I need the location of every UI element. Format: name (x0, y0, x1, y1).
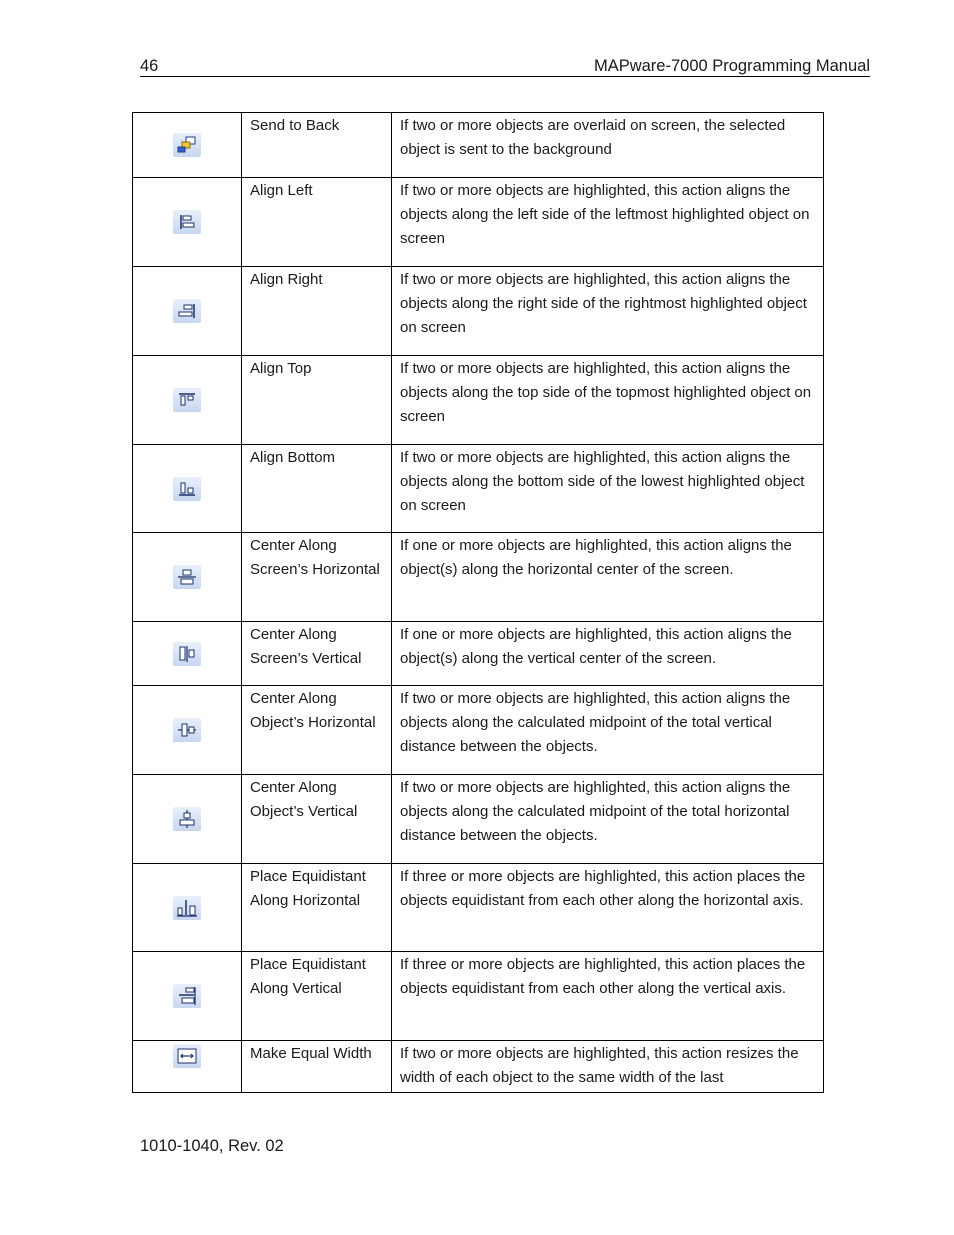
command-description: If two or more objects are highlighted, this action aligns the objects along the calculated midpoint of the total vertical distance between the objects. (392, 686, 824, 775)
command-name: Align Bottom (242, 445, 392, 533)
align-right-icon (173, 299, 201, 323)
command-name: Send to Back (242, 113, 392, 178)
table-row (133, 864, 824, 952)
manual-title: MAPware-7000 Programming Manual (593, 57, 870, 75)
table-row (133, 775, 824, 864)
table-row (133, 356, 824, 445)
center-object-horizontal-icon (173, 718, 201, 742)
command-name: Center Along Object’s Horizontal (242, 686, 392, 775)
command-description: If two or more objects are highlighted, this action aligns the objects along the right side of the rightmost highlighted object on screen (392, 267, 824, 356)
command-name: Place Equidistant Along Horizontal (242, 864, 392, 952)
command-description: If two or more objects are highlighted, this action aligns the objects along the left side of the leftmost highlighted object on screen (392, 178, 824, 267)
center-object-vertical-icon (173, 807, 201, 831)
table-row (133, 267, 824, 356)
command-name: Center Along Screen’s Horizontal (242, 533, 392, 622)
command-description: If three or more objects are highlighted, this action places the objects equidistant from each other along the vertical axis. (392, 952, 824, 1041)
align-top-icon (173, 388, 201, 412)
center-screen-horizontal-icon (173, 565, 201, 589)
page-header (140, 56, 870, 77)
command-description: If two or more objects are highlighted, this action aligns the objects along the bottom side of the lowest highlighted object on screen (392, 445, 824, 533)
align-left-icon (173, 210, 201, 234)
command-name: Center Along Screen’s Vertical (242, 622, 392, 686)
command-description: If three or more objects are highlighted, this action places the objects equidistant from each other along the horizontal axis. (392, 864, 824, 952)
command-description: If two or more objects are overlaid on screen, the selected object is sent to the background (392, 113, 824, 178)
send-to-back-icon (173, 133, 201, 157)
table-row (133, 1041, 824, 1093)
command-description: If two or more objects are highlighted, this action resizes the width of each object to the same width of the last (392, 1041, 824, 1093)
page-number: 46 (140, 57, 159, 75)
table-row (133, 113, 824, 178)
equidistant-horizontal-icon (173, 896, 201, 920)
table-row (133, 686, 824, 775)
align-bottom-icon (173, 477, 201, 501)
command-table (132, 112, 824, 1093)
command-name: Make Equal Width (242, 1041, 392, 1093)
command-name: Align Top (242, 356, 392, 445)
command-description: If two or more objects are highlighted, this action aligns the objects along the calculated midpoint of the total horizontal distance between the objects. (392, 775, 824, 864)
table-row (133, 952, 824, 1041)
table-row (133, 178, 824, 267)
command-name: Place Equidistant Along Vertical (242, 952, 392, 1041)
table-row (133, 533, 824, 622)
table-row (133, 622, 824, 686)
command-name: Align Left (242, 178, 392, 267)
command-description: If two or more objects are highlighted, this action aligns the objects along the top side of the topmost highlighted object on screen (392, 356, 824, 445)
equidistant-vertical-icon (173, 984, 201, 1008)
command-name: Align Right (242, 267, 392, 356)
command-description: If one or more objects are highlighted, this action aligns the object(s) along the vertical center of the screen. (392, 622, 824, 686)
page-footer: 1010-1040, Rev. 02 (140, 1137, 284, 1155)
table-row (133, 445, 824, 533)
equal-width-icon (173, 1044, 201, 1068)
command-name: Center Along Object’s Vertical (242, 775, 392, 864)
command-description: If one or more objects are highlighted, this action aligns the object(s) along the horizontal center of the screen. (392, 533, 824, 622)
center-screen-vertical-icon (173, 642, 201, 666)
